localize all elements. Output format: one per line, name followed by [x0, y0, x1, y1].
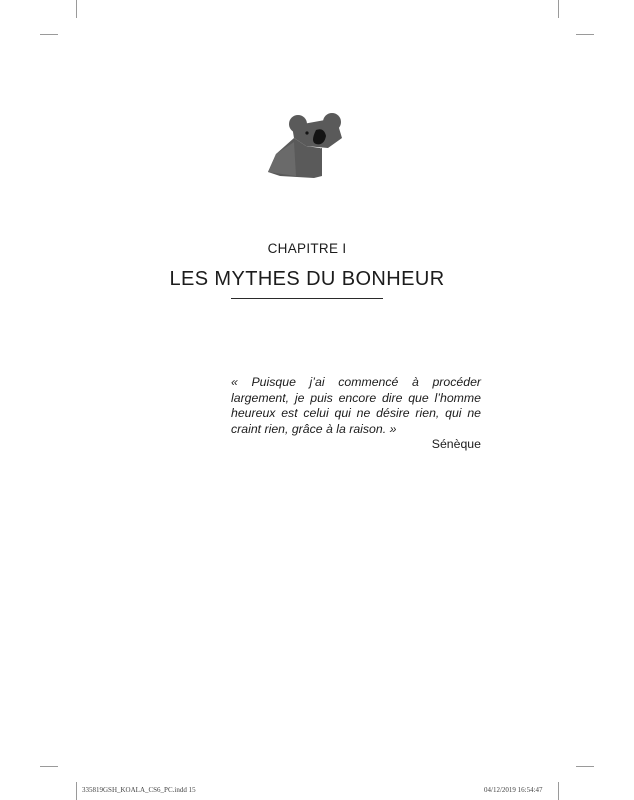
crop-mark — [76, 0, 77, 18]
crop-mark — [76, 782, 77, 800]
crop-mark — [576, 766, 594, 767]
crop-mark — [558, 0, 559, 18]
chapter-title: LES MYTHES DU BONHEUR — [169, 268, 445, 290]
epigraph-author: Sénèque — [431, 437, 481, 451]
epigraph-quote: « Puisque j’ai commencé à procéder largement, je puis encore dire que l’homme heureux est celui qui ne désire rien, qui ne craint rien, grâce à la raison. » — [231, 375, 481, 436]
title-divider — [231, 298, 383, 299]
crop-mark — [558, 782, 559, 800]
crop-mark — [40, 34, 58, 35]
crop-mark — [40, 766, 58, 767]
slug-timestamp: 04/12/2019 16:54:47 — [484, 786, 543, 794]
koala-icon — [266, 112, 346, 184]
slug-filename: 335819GSH_KOALA_CS6_PC.indd 15 — [82, 786, 196, 794]
chapter-label: CHAPITRE I — [267, 241, 347, 256]
crop-mark — [576, 34, 594, 35]
